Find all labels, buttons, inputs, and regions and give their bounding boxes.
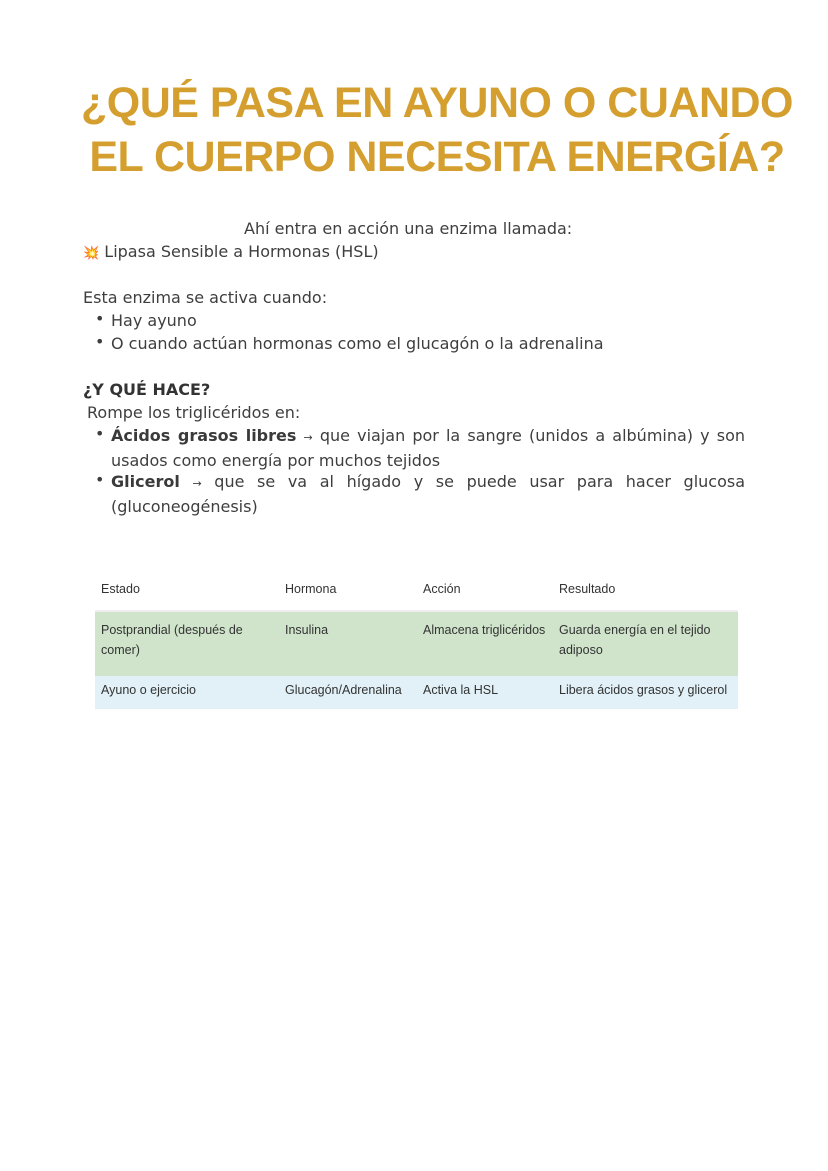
header-cell: Acción [417, 575, 553, 611]
section-subtext: Rompe los triglicéridos en: [87, 403, 301, 422]
hormone-table [95, 575, 738, 709]
bullet-icon: • [95, 332, 105, 351]
table-row [95, 676, 738, 709]
cell: Glucagón/Adrenalina [285, 683, 402, 697]
cell: Libera ácidos grasos y glicerol [559, 683, 728, 697]
table-header [95, 575, 738, 611]
bullet-icon: • [95, 309, 105, 328]
list-item: Hay ayuno [111, 311, 197, 330]
bullet-icon: • [95, 424, 105, 443]
list-item [111, 470, 745, 518]
explosion-icon: 💥 [83, 246, 100, 261]
enzyme-line [83, 240, 379, 265]
term: Glicerol [111, 472, 180, 491]
page-title [0, 76, 828, 184]
table-row [95, 611, 738, 676]
cell: Almacena triglicéridos [423, 623, 546, 637]
cell: Ayuno o ejercicio [101, 683, 196, 697]
term: Ácidos grasos libres [111, 426, 297, 445]
activation-heading: Esta enzima se activa cuando: [83, 288, 328, 307]
section-heading: ¿Y QUÉ HACE? [83, 380, 211, 399]
arrow-icon: → [192, 477, 202, 490]
header-cell: Hormona [279, 575, 417, 611]
enzyme-name: Lipasa Sensible a Hormonas (HSL) [104, 242, 379, 261]
cell: Insulina [285, 623, 329, 637]
bullet-icon: • [95, 470, 105, 489]
cell: Guarda energía en el tejido adiposo [559, 623, 711, 657]
header-cell: Estado [95, 575, 279, 611]
description: que se va al hígado y se puede usar para hacer glucosa (gluconeogénesis) [111, 472, 746, 516]
intro-text: Ahí entra en acción una enzima llamada: [244, 219, 573, 238]
list-item [111, 424, 745, 472]
title-line-1: ¿QUÉ PASA EN AYUNO O CUANDO [81, 79, 793, 127]
title-line-2: EL CUERPO NECESITA ENERGÍA? [89, 133, 785, 181]
cell: Postprandial (después de comer) [101, 623, 243, 657]
description: que viajan por la sangre (unidos a albúmina) y son usados como energía por muchos tejidos [111, 426, 745, 470]
arrow-icon: → [303, 431, 313, 444]
header-cell: Resultado [553, 575, 738, 611]
list-item: O cuando actúan hormonas como el glucagón o la adrenalina [111, 334, 604, 353]
cell: Activa la HSL [423, 683, 499, 697]
